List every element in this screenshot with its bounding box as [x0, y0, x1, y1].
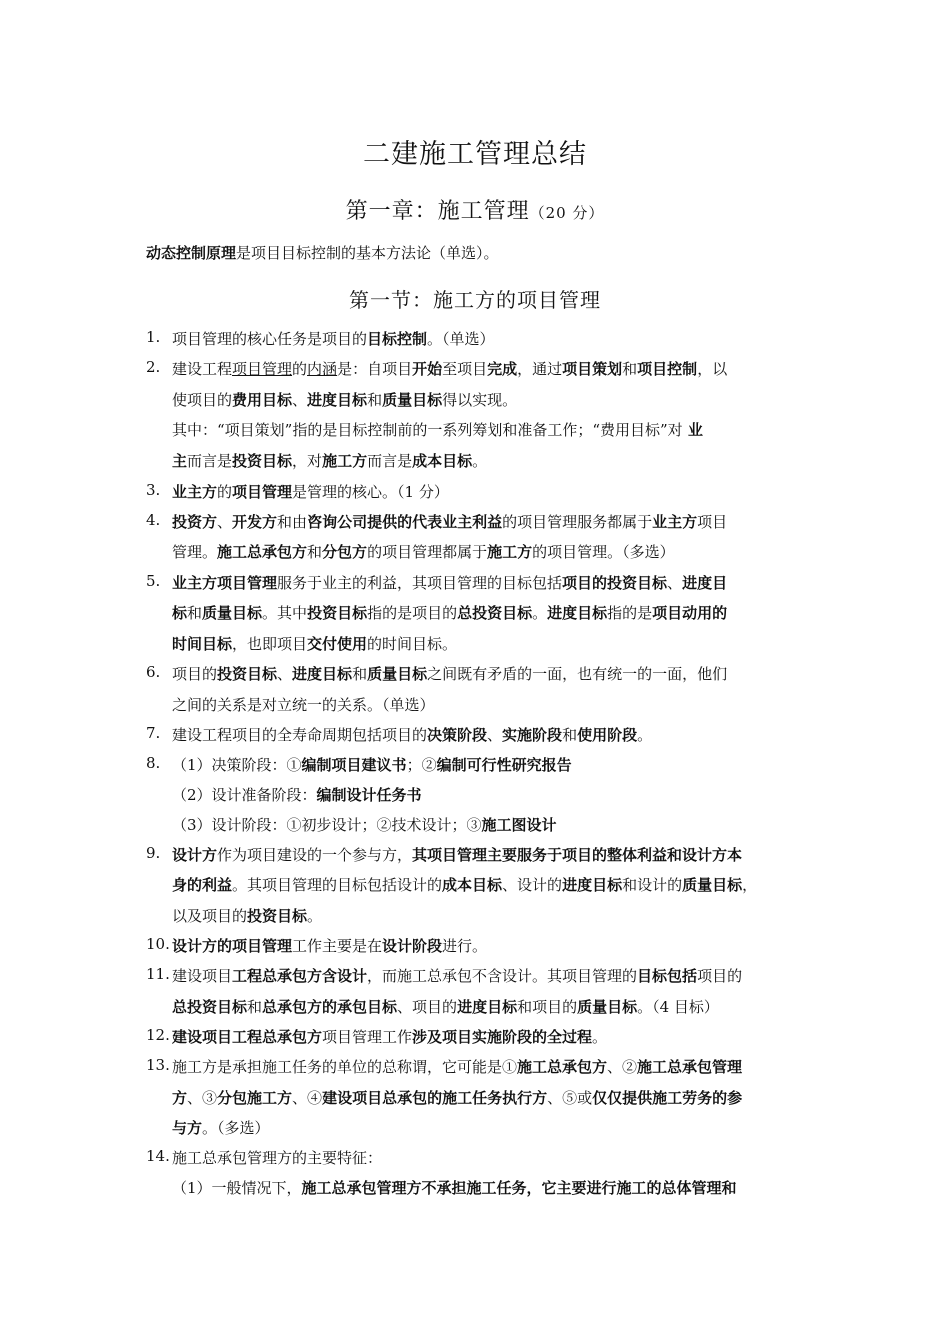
bold-text: 总投资目标 [457, 604, 533, 622]
bold-text: 设计方的项目管理 [172, 937, 293, 955]
bold-text: 施工方 [487, 543, 533, 561]
item-number: 7. [146, 724, 161, 742]
bold-text: 施工总承包管理方不承担施工任务，它主要进行施工的总体管理和 [301, 1179, 737, 1197]
text-segment: 项目的 [172, 665, 218, 683]
bold-text: 设计阶段 [382, 937, 443, 955]
bold-text: 项目的投资目标 [562, 574, 668, 592]
bold-text: 费用目标 [232, 391, 293, 409]
bold-text: 建设项目总承包的施工任务执行方 [322, 1089, 548, 1107]
list-line [172, 1026, 607, 1047]
bold-text: 分包方 [322, 543, 368, 561]
text-segment: 和设计的 [622, 876, 683, 894]
text-segment: 、设计的 [502, 876, 563, 894]
list-line [172, 784, 422, 805]
bold-text: 目标控制 [367, 330, 428, 348]
text-segment: 施工方是承担施工任务的单位的总称谓，它可能是① [172, 1058, 518, 1076]
bold-text: 建设项目工程总承包方 [172, 1028, 323, 1046]
bold-text: 质量目标 [382, 391, 443, 409]
item-number: 6. [146, 663, 161, 681]
bold-text: 质量目标 [682, 876, 743, 894]
text-segment: 和 [622, 360, 638, 378]
item-number: 11. [146, 965, 170, 983]
bold-text: 投资目标 [247, 907, 308, 925]
item-number: 9. [146, 844, 161, 862]
text-segment: 。 [307, 907, 323, 925]
bold-text: 质量目标 [577, 998, 638, 1016]
list-line [172, 663, 727, 684]
text-segment: 和项目的 [517, 998, 578, 1016]
text-segment: 建设工程项目的全寿命周期包括项目的 [172, 726, 428, 744]
text-segment: 之间的关系是对立统一的关系。（单选） [172, 696, 435, 714]
bold-text: 进度目标 [457, 998, 518, 1016]
list-line [172, 389, 517, 410]
text-segment: ，也即项目 [232, 635, 308, 653]
text-segment: 、 [667, 574, 683, 592]
text-segment: 、⑤或 [547, 1089, 593, 1107]
list-line [172, 874, 757, 895]
list-line [172, 511, 727, 532]
bold-text: 交付使用 [307, 635, 368, 653]
bold-text: 进度目 [682, 574, 728, 592]
bold-text: 进度目标 [292, 665, 353, 683]
bold-text: 施工图设计 [481, 816, 557, 834]
item-number: 2. [146, 358, 161, 376]
list-line [172, 419, 703, 440]
text-segment: 的时间目标。 [367, 635, 458, 653]
list-line [172, 541, 675, 562]
item-number: 8. [146, 754, 161, 772]
text-segment: 。 [472, 452, 488, 470]
text-segment: 指的是 [607, 604, 653, 622]
bold-text: 业主方 [652, 513, 698, 531]
text-segment: 和由 [277, 513, 308, 531]
bold-text: 编制可行性研究报告 [436, 756, 572, 774]
bold-text: 投资目标 [217, 665, 278, 683]
bold-text: 业 [682, 421, 703, 439]
item-number: 3. [146, 481, 161, 499]
list-line [172, 814, 557, 835]
text-segment: 、 [217, 513, 233, 531]
list-line [172, 481, 449, 502]
bold-text: 编制项目建议书 [301, 756, 407, 774]
bold-text: 项目控制 [637, 360, 698, 378]
text-segment: 和 [562, 726, 578, 744]
text-segment: 进行。 [442, 937, 488, 955]
bold-text: 设计方 [172, 846, 218, 864]
list-line [172, 358, 727, 379]
text-segment: 是：自项目 [337, 360, 413, 378]
text-segment: 。（4 目标） [637, 998, 719, 1016]
bold-text: 项目策划 [562, 360, 623, 378]
text-segment: 作为项目建设的一个参与方， [217, 846, 413, 864]
bold-text: 投资目标 [232, 452, 293, 470]
list-line [172, 754, 572, 775]
list-line [172, 1117, 270, 1138]
bold-text: 施工总承包管理 [637, 1058, 743, 1076]
bold-text: 质量目标 [367, 665, 428, 683]
list-line [172, 996, 719, 1017]
page-title: 二建施工管理总结 [363, 139, 587, 170]
chapter-title: 第一章：施工管理 [345, 199, 530, 224]
bold-text: 主 [172, 452, 188, 470]
text-segment: 和 [247, 998, 263, 1016]
text-segment: 项目的 [697, 967, 743, 985]
bold-text: 投资目标 [307, 604, 368, 622]
bold-text: 分包施工方 [217, 1089, 293, 1107]
list-line [172, 905, 322, 926]
underlined-text: 内涵 [307, 360, 338, 378]
text-segment: ；② [406, 756, 437, 774]
bold-text: 成本目标 [412, 452, 473, 470]
text-segment: 。（单选） [427, 330, 495, 348]
text-segment: 项目管理的核心任务是项目的 [172, 330, 368, 348]
intro-text: 是项目目标控制的基本方法论（单选）。 [236, 244, 499, 262]
list-line [172, 450, 487, 471]
text-segment: 、项目的 [397, 998, 458, 1016]
text-segment: 。其项目管理的目标包括设计的 [232, 876, 443, 894]
item-number: 5. [146, 572, 161, 590]
list-line [172, 724, 652, 745]
bold-text: 进度目标 [307, 391, 368, 409]
text-segment: 、 [487, 726, 503, 744]
list-line [172, 1147, 382, 1168]
bold-text: 目标包括 [637, 967, 698, 985]
bold-text: 与方 [172, 1119, 203, 1137]
list-line [172, 694, 435, 715]
bold-text: 投资方 [172, 513, 218, 531]
text-segment: ， [742, 876, 758, 894]
text-segment: 的 [292, 360, 308, 378]
bold-text: 总承包方的承包目标 [262, 998, 398, 1016]
text-segment: ，对 [292, 452, 323, 470]
bold-text: 其项目管理主要服务于项目的整体利益和设计方本 [412, 846, 743, 864]
text-segment: 。 [592, 1028, 608, 1046]
text-segment: 施工总承包管理方的主要特征： [172, 1149, 383, 1167]
item-number: 13. [146, 1056, 170, 1074]
list-line [172, 1056, 742, 1077]
intro-paragraph [146, 242, 499, 263]
list-line [172, 935, 487, 956]
text-segment: 和 [307, 543, 323, 561]
item-number: 4. [146, 511, 161, 529]
section-heading: 第一节：施工方的项目管理 [349, 288, 601, 312]
text-segment: 而言是 [187, 452, 233, 470]
bold-text: 决策阶段 [427, 726, 488, 744]
text-segment: 和 [367, 391, 383, 409]
text-segment: 而言是 [367, 452, 413, 470]
bold-text: 业主方项目管理 [172, 574, 278, 592]
bold-text: 身的利益 [172, 876, 233, 894]
item-number: 10. [146, 935, 170, 953]
text-segment: 项目管理工作 [322, 1028, 413, 1046]
bold-text: 进度目标 [562, 876, 623, 894]
list-line [172, 572, 727, 593]
bold-text: 咨询公司提供的代表业主利益 [307, 513, 503, 531]
text-segment: 的项目管理服务都属于 [502, 513, 653, 531]
text-segment: 建设项目 [172, 967, 233, 985]
text-segment: 的项目管理。（多选） [532, 543, 675, 561]
text-segment: 得以实现。 [442, 391, 518, 409]
bold-text: 实施阶段 [502, 726, 563, 744]
bold-text: 标 [172, 604, 188, 622]
bold-text: 开发方 [232, 513, 278, 531]
list-line [172, 965, 742, 986]
chapter-heading [0, 194, 950, 225]
list-line [172, 844, 742, 865]
text-segment: ，而施工总承包不含设计。其项目管理的 [367, 967, 638, 985]
bold-text: 施工总承包方 [517, 1058, 608, 1076]
bold-text: 涉及项目实施阶段的全过程 [412, 1028, 593, 1046]
bold-text: 质量目标 [202, 604, 263, 622]
list-line [172, 1177, 737, 1198]
list-line [172, 1087, 742, 1108]
list-line [172, 328, 495, 349]
text-segment: 、 [292, 391, 308, 409]
item-number: 1. [146, 328, 161, 346]
text-segment: 。其中 [262, 604, 308, 622]
text-segment: 和 [187, 604, 203, 622]
bold-text: 工程总承包方含设计 [232, 967, 368, 985]
bold-text: 完成 [487, 360, 518, 378]
bold-text: 成本目标 [442, 876, 503, 894]
text-segment: ，通过 [517, 360, 563, 378]
item-number: 14. [146, 1147, 170, 1165]
text-segment: 其中：“项目策划”指的是目标控制前的一系列筹划和准备工作；“费用目标”对 [172, 421, 683, 439]
bold-text: 进度目标 [547, 604, 608, 622]
list-line [172, 602, 727, 623]
text-segment: 。（多选） [202, 1119, 270, 1137]
text-segment: 工作主要是在 [292, 937, 383, 955]
bold-text: 使用阶段 [577, 726, 638, 744]
text-segment: 至项目 [442, 360, 488, 378]
bold-text: 仅仅提供施工劳务的参 [592, 1089, 743, 1107]
underlined-text: 项目管理 [232, 360, 293, 378]
text-segment: 指的是项目的 [367, 604, 458, 622]
bold-text: 施工总承包方 [217, 543, 308, 561]
text-segment: 、④ [292, 1089, 323, 1107]
text-segment: 、③ [187, 1089, 218, 1107]
text-segment: 之间既有矛盾的一面，也有统一的一面，他们 [427, 665, 728, 683]
text-segment: ，以 [697, 360, 728, 378]
text-segment: 建设工程 [172, 360, 233, 378]
text-segment: 。 [532, 604, 548, 622]
text-segment: 、② [607, 1058, 638, 1076]
text-segment: 管理。 [172, 543, 218, 561]
text-segment: 和 [352, 665, 368, 683]
intro-bold: 动态控制原理 [146, 244, 237, 262]
text-segment: 的项目管理都属于 [367, 543, 488, 561]
text-segment: 的 [217, 483, 233, 501]
text-segment: 项目 [697, 513, 728, 531]
bold-text: 施工方 [322, 452, 368, 470]
bold-text: 总投资目标 [172, 998, 248, 1016]
item-number: 12. [146, 1026, 170, 1044]
bold-text: 时间目标 [172, 635, 233, 653]
text-segment: 以及项目的 [172, 907, 248, 925]
text-segment: 服务于业主的利益，其项目管理的目标包括 [277, 574, 563, 592]
text-segment: （1）一般情况下， [172, 1179, 302, 1197]
bold-text: 开始 [412, 360, 443, 378]
text-segment: （1）决策阶段：① [172, 756, 302, 774]
bold-text: 方 [172, 1089, 188, 1107]
bold-text: 编制设计任务书 [316, 786, 422, 804]
chapter-score: （20 分） [529, 204, 605, 222]
text-segment: 是管理的核心。（1 分） [292, 483, 449, 501]
bold-text: 项目管理 [232, 483, 293, 501]
bold-text: 项目动用的 [652, 604, 728, 622]
text-segment: （2）设计准备阶段： [172, 786, 317, 804]
list-line [172, 633, 457, 654]
text-segment: 。 [637, 726, 653, 744]
text-segment: （3）设计阶段：①初步设计；②技术设计；③ [172, 816, 482, 834]
text-segment: 、 [277, 665, 293, 683]
text-segment: 使项目的 [172, 391, 233, 409]
bold-text: 业主方 [172, 483, 218, 501]
